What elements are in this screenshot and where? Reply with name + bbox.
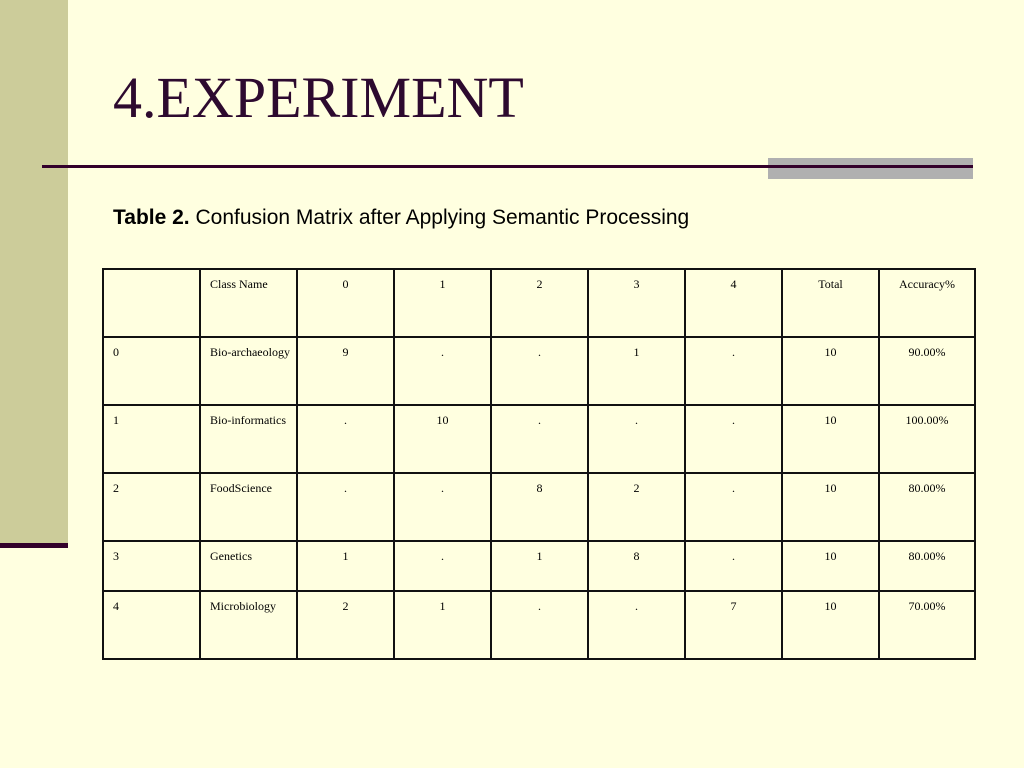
total-cell: 10 bbox=[782, 591, 879, 659]
class-name-cell: Bio-informatics bbox=[200, 405, 297, 473]
table-caption-text: Confusion Matrix after Applying Semantic Processing bbox=[195, 206, 690, 229]
header-cell-4: 4 bbox=[685, 269, 782, 337]
row-index-cell: 1 bbox=[103, 405, 200, 473]
table-caption-label: Table 2. bbox=[113, 206, 190, 229]
accuracy-cell: 80.00% bbox=[879, 473, 975, 541]
class-name-cell: Microbiology bbox=[200, 591, 297, 659]
total-cell: 10 bbox=[782, 473, 879, 541]
count-cell: 8 bbox=[491, 473, 588, 541]
header-cell-1: 1 bbox=[394, 269, 491, 337]
header-cell-3: 3 bbox=[588, 269, 685, 337]
accuracy-cell: 80.00% bbox=[879, 541, 975, 591]
confusion-matrix-table bbox=[102, 268, 976, 660]
header-cell-accuracy: Accuracy% bbox=[879, 269, 975, 337]
table-row bbox=[103, 337, 975, 405]
count-cell: . bbox=[297, 405, 394, 473]
row-index-cell: 0 bbox=[103, 337, 200, 405]
total-cell: 10 bbox=[782, 405, 879, 473]
table-header-row bbox=[103, 269, 975, 337]
count-cell: . bbox=[685, 337, 782, 405]
count-cell: . bbox=[394, 337, 491, 405]
count-cell: . bbox=[685, 405, 782, 473]
table-row bbox=[103, 541, 975, 591]
count-cell: . bbox=[491, 591, 588, 659]
accuracy-cell: 70.00% bbox=[879, 591, 975, 659]
count-cell: . bbox=[588, 405, 685, 473]
accuracy-cell: 100.00% bbox=[879, 405, 975, 473]
row-index-cell: 3 bbox=[103, 541, 200, 591]
count-cell: 2 bbox=[588, 473, 685, 541]
table-row bbox=[103, 473, 975, 541]
count-cell: . bbox=[394, 541, 491, 591]
total-cell: 10 bbox=[782, 541, 879, 591]
left-decorative-band bbox=[0, 0, 68, 545]
count-cell: 10 bbox=[394, 405, 491, 473]
count-cell: . bbox=[297, 473, 394, 541]
slide-title: 4.EXPERIMENT bbox=[113, 65, 524, 130]
header-cell-total: Total bbox=[782, 269, 879, 337]
count-cell: 9 bbox=[297, 337, 394, 405]
count-cell: 7 bbox=[685, 591, 782, 659]
count-cell: 1 bbox=[491, 541, 588, 591]
count-cell: 1 bbox=[588, 337, 685, 405]
count-cell: 8 bbox=[588, 541, 685, 591]
count-cell: 2 bbox=[297, 591, 394, 659]
count-cell: . bbox=[491, 405, 588, 473]
title-divider-accent bbox=[768, 158, 973, 179]
row-index-cell: 2 bbox=[103, 473, 200, 541]
table-caption bbox=[113, 203, 689, 233]
left-band-underline bbox=[0, 543, 68, 548]
count-cell: . bbox=[685, 473, 782, 541]
row-index-cell: 4 bbox=[103, 591, 200, 659]
header-cell-0: 0 bbox=[297, 269, 394, 337]
count-cell: 1 bbox=[394, 591, 491, 659]
header-cell-blank bbox=[103, 269, 200, 337]
class-name-cell: Bio-archaeology bbox=[200, 337, 297, 405]
table-row bbox=[103, 405, 975, 473]
count-cell: . bbox=[588, 591, 685, 659]
header-cell-class-name: Class Name bbox=[200, 269, 297, 337]
header-cell-2: 2 bbox=[491, 269, 588, 337]
count-cell: . bbox=[685, 541, 782, 591]
count-cell: 1 bbox=[297, 541, 394, 591]
class-name-cell: FoodScience bbox=[200, 473, 297, 541]
count-cell: . bbox=[491, 337, 588, 405]
table-row bbox=[103, 591, 975, 659]
accuracy-cell: 90.00% bbox=[879, 337, 975, 405]
class-name-cell: Genetics bbox=[200, 541, 297, 591]
count-cell: . bbox=[394, 473, 491, 541]
total-cell: 10 bbox=[782, 337, 879, 405]
